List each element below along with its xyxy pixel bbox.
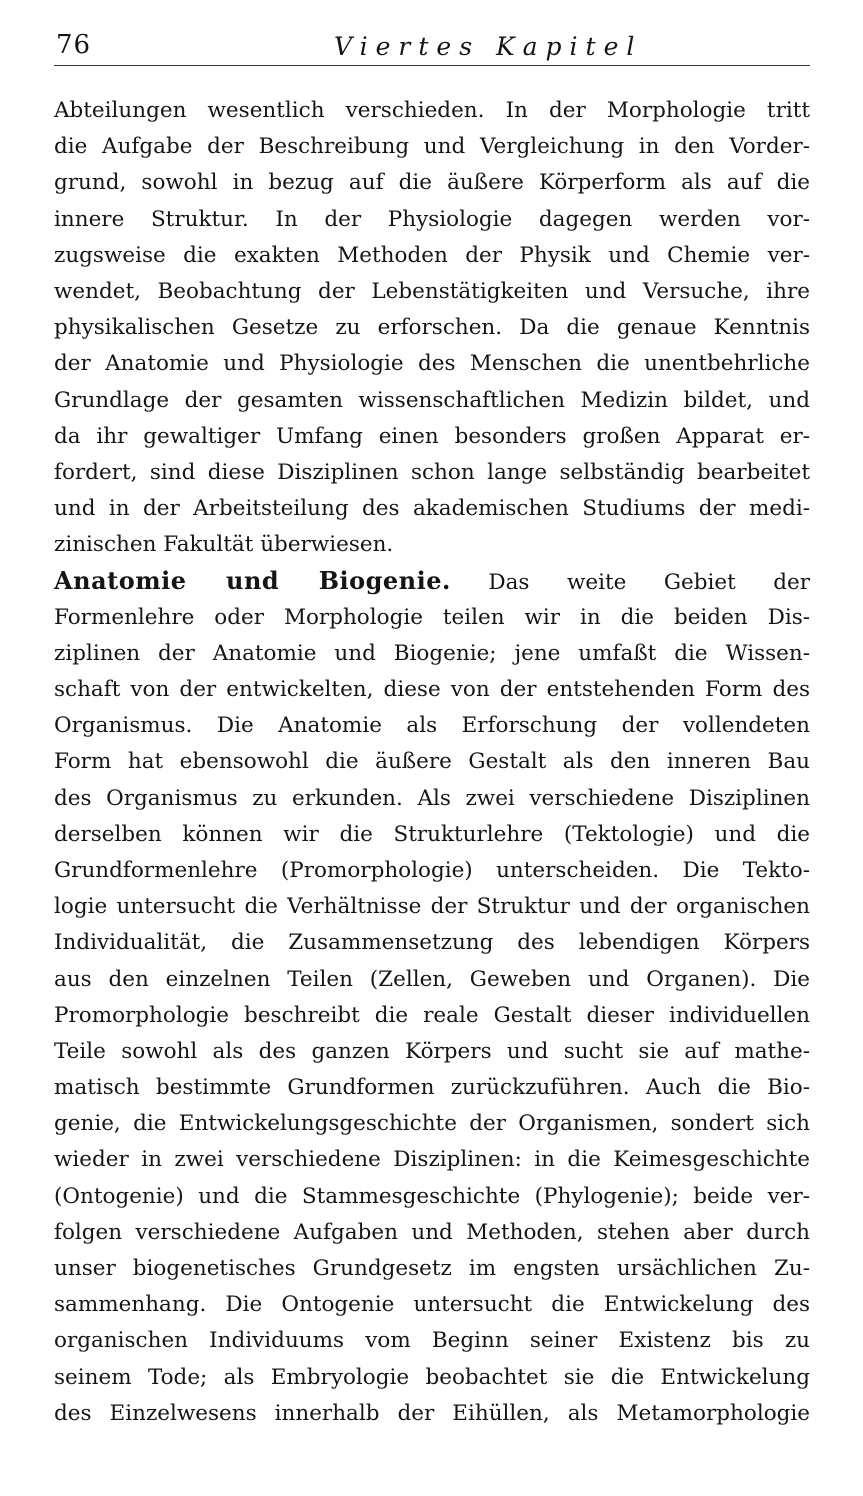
text-line: Organismus. Die Anatomie als Erforschung der vollendeten: [54, 713, 810, 739]
text-line: die Aufgabe der Beschreibung und Vergleichung in den Vorder-: [54, 134, 810, 160]
page-header: [54, 26, 810, 66]
text-line: des Organismus zu erkunden. Als zwei verschiedene Disziplinen: [54, 785, 810, 811]
text-line: genie, die Entwickelungsgeschichte der Organismen, sondert sich: [54, 1111, 810, 1137]
text-line: Form hat ebensowohl die äußere Gestalt als den inneren Bau: [54, 749, 810, 775]
text-line: schaft von der entwickelten, diese von der entstehenden Form des: [54, 677, 810, 702]
text-line: organischen Individuums vom Beginn seiner Existenz bis zu: [54, 1328, 810, 1354]
text-line: da ihr gewaltiger Umfang einen besonders großen Apparat er-: [54, 423, 810, 449]
text-line: wieder in zwei verschiedene Disziplinen: in die Keimesgeschichte: [54, 1147, 810, 1173]
text-line: zugsweise die exakten Methoden der Physik und Chemie ver-: [54, 242, 810, 268]
page-number: 76: [56, 30, 92, 60]
text-line: (Ontogenie) und die Stammesgeschichte (Phylogenie); beide ver-: [54, 1183, 810, 1209]
text-line: seinem Tode; als Embryologie beobachtet sie die Entwickelung: [54, 1364, 810, 1390]
text-line: Grundformenlehre (Promorphologie) unterscheiden. Die Tekto-: [54, 857, 810, 883]
text-line: Abteilungen wesentlich verschieden. In der Morphologie tritt: [54, 98, 810, 123]
text-line: zinischen Fakultät überwiesen.: [54, 532, 394, 558]
text-line: Promorphologie beschreibt die reale Gestalt dieser individuellen: [54, 1002, 810, 1028]
running-title: Viertes Kapitel: [334, 32, 643, 61]
text-line: des Einzelwesens innerhalb der Eihüllen, als Metamorphologie: [54, 1400, 810, 1426]
text-line: Teile sowohl als des ganzen Körpers und sucht sie auf mathe-: [54, 1038, 810, 1064]
text-line: logie untersucht die Verhältnisse der Struktur und der organischen: [54, 894, 810, 920]
text-line: sammenhang. Die Ontogenie untersucht die Entwickelung des: [54, 1292, 810, 1318]
text-line: und in der Arbeitsteilung des akademischen Studiums der medi-: [54, 496, 810, 522]
body-text: [54, 93, 810, 1432]
heading-line-text: Das weite Gebiet der: [450, 570, 810, 596]
text-line: physikalischen Gesetze zu erforschen. Da die genaue Kenntnis: [54, 315, 810, 341]
text-line: Formenlehre oder Morphologie teilen wir in die beiden Dis-: [54, 604, 810, 630]
text-line: Individualität, die Zusammensetzung des lebendigen Körpers: [54, 930, 810, 956]
text-line: fordert, sind diese Disziplinen schon lange selbständig bearbeitet: [54, 459, 810, 485]
text-line: wendet, Beobachtung der Lebenstätigkeiten und Versuche, ihre: [54, 278, 810, 304]
heading-line: [54, 563, 810, 599]
text-line: aus den einzelnen Teilen (Zellen, Geweben und Organen). Die: [54, 966, 810, 992]
text-line: unser biogenetisches Grundgesetz im engsten ursächlichen Zu-: [54, 1256, 810, 1281]
text-line: folgen verschiedene Aufgaben und Methoden, stehen aber durch: [54, 1219, 810, 1245]
text-line: Grundlage der gesamten wissenschaftlichen Medizin bildet, und: [54, 387, 810, 413]
text-line: matisch bestimmte Grundformen zurückzuführen. Auch die Bio-: [54, 1075, 810, 1101]
text-line: grund, sowohl in bezug auf die äußere Körperform als auf die: [54, 170, 810, 196]
text-line: ziplinen der Anatomie und Biogenie; jene umfaßt die Wissen-: [54, 640, 810, 666]
text-line: der Anatomie und Physiologie des Menschen die unentbehrliche: [54, 351, 810, 377]
text-line: innere Struktur. In der Physiologie dagegen werden vor-: [54, 206, 810, 232]
header-rule: [54, 65, 810, 66]
section-heading: Anatomie und Biogenie.: [54, 566, 451, 596]
text-line: derselben können wir die Strukturlehre (Tektologie) und die: [54, 821, 810, 847]
